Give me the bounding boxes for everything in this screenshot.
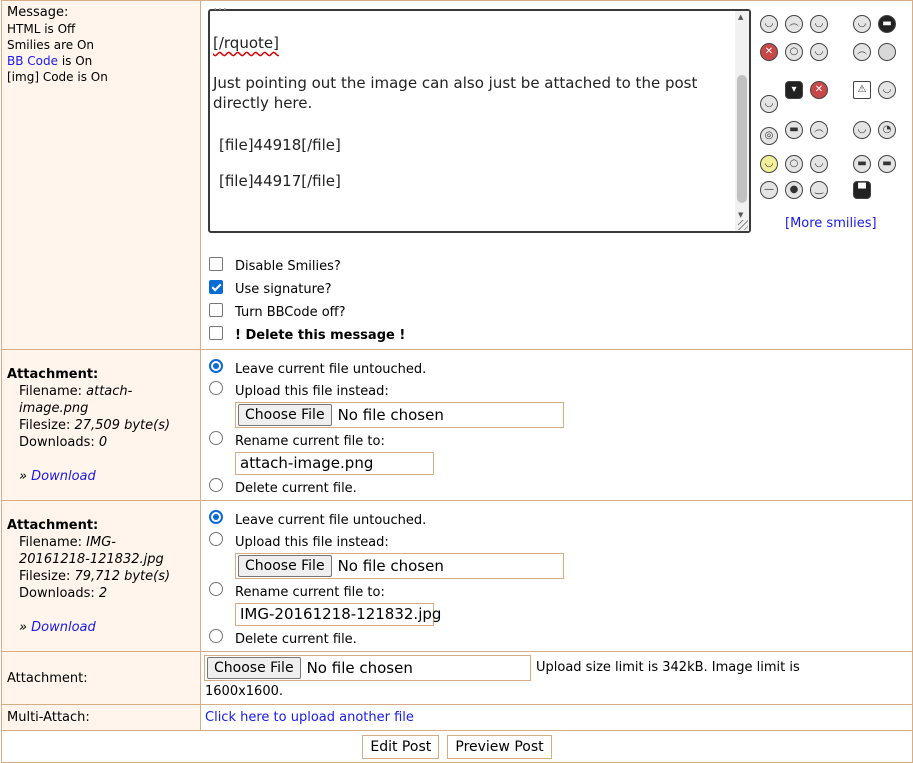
sleepy-icon[interactable]: ‿: [810, 181, 828, 199]
scroll-down-icon[interactable]: ▼: [738, 211, 744, 219]
blank-icon[interactable]: [878, 43, 896, 61]
delete-file-option[interactable]: Delete current file.: [209, 477, 564, 499]
editor-top-fragment: ...: [213, 0, 228, 14]
attachment-filename: Filename: IMG-: [19, 535, 116, 550]
leave-file-option[interactable]: Leave current file untouched.: [209, 509, 564, 531]
attachment-2-info: [2, 501, 201, 652]
editor-paragraph: Just pointing out the image can also just be attached to the post directly here.: [213, 74, 698, 112]
attachment-filename-cont: image.png: [19, 401, 89, 416]
edit-post-button[interactable]: Edit Post: [362, 735, 439, 759]
delete-file-radio[interactable]: [209, 629, 223, 643]
angry-icon[interactable]: ✕: [760, 43, 778, 61]
rename-file-option[interactable]: Rename current file to:: [209, 430, 564, 452]
no-file-text: No file chosen: [337, 406, 444, 424]
eek-icon[interactable]: ○: [785, 155, 803, 173]
scroll-thumb[interactable]: [737, 75, 747, 203]
disable-smilies-checkbox[interactable]: [209, 257, 223, 271]
smilies-status: Smilies are On: [7, 38, 95, 52]
shocked-icon[interactable]: ○: [785, 43, 803, 61]
attachment-title: Attachment:: [7, 367, 99, 382]
sad-icon[interactable]: ︵: [853, 43, 871, 61]
bbcode-link[interactable]: BB Code: [7, 54, 58, 68]
replace-file-input[interactable]: [235, 402, 564, 428]
leave-file-option[interactable]: Leave current file untouched.: [209, 358, 564, 380]
tongue-icon[interactable]: ◡: [810, 43, 828, 61]
evil-icon[interactable]: ▾: [785, 81, 803, 99]
ninja-icon[interactable]: ▀: [853, 181, 871, 199]
bbcode-off-option[interactable]: Turn BBCode off?: [209, 301, 405, 324]
new-attachment-file-input[interactable]: [204, 655, 531, 681]
laugh-icon[interactable]: ▬: [785, 121, 803, 139]
attachment-filesize: Filesize: 27,509 byte(s): [19, 418, 171, 433]
surprised-icon[interactable]: ●: [785, 181, 803, 199]
mad-icon[interactable]: ✕: [810, 81, 828, 99]
leave-file-radio[interactable]: [209, 359, 223, 373]
img-status: [img] Code is On: [7, 70, 108, 84]
smile-icon[interactable]: ◡: [853, 121, 871, 139]
dizzy-icon[interactable]: ◎: [760, 127, 778, 145]
html-status: HTML is Off: [7, 22, 76, 36]
attachment-filesize: Filesize: 79,712 byte(s): [19, 569, 171, 584]
editor-rquote: [/rquote]: [213, 34, 279, 52]
attachment-download: » Download: [19, 469, 96, 484]
grin-icon[interactable]: ◡: [810, 15, 828, 33]
rename-file-input[interactable]: attach-image.png: [235, 452, 434, 475]
use-signature-checkbox[interactable]: [209, 280, 223, 294]
upload-instead-option[interactable]: Upload this file instead:: [209, 531, 564, 553]
upload-instead-radio[interactable]: [209, 532, 223, 546]
bbcode-off-checkbox[interactable]: [209, 303, 223, 317]
rename-file-option[interactable]: Rename current file to:: [209, 581, 564, 603]
cool-icon[interactable]: ▬: [878, 15, 896, 33]
wink-icon[interactable]: ◡: [810, 155, 828, 173]
attachment-download: » Download: [19, 620, 96, 635]
biggrin-icon[interactable]: ▬: [878, 155, 896, 173]
delete-message-checkbox[interactable]: [209, 326, 223, 340]
message-label: Message:: [7, 5, 69, 20]
angel-icon[interactable]: ◡: [760, 155, 778, 173]
smile-icon[interactable]: ◡: [760, 15, 778, 33]
download-link[interactable]: Download: [31, 469, 96, 484]
rename-file-input[interactable]: IMG-20161218-121832.jpg: [235, 603, 434, 626]
attachment-title: Attachment:: [7, 518, 99, 533]
upload-another-file-link[interactable]: Click here to upload another file: [205, 710, 414, 725]
laugh-icon[interactable]: ▬: [853, 155, 871, 173]
leave-file-radio[interactable]: [209, 510, 223, 524]
neutral-icon[interactable]: —: [760, 181, 778, 199]
multi-attach-label: Multi-Attach:: [7, 710, 90, 725]
editor-file1: [file]44918[/file]: [219, 136, 341, 154]
choose-file-button[interactable]: Choose File: [238, 555, 332, 577]
rolleyes-icon[interactable]: ◔: [878, 121, 896, 139]
scroll-up-icon[interactable]: ▲: [738, 13, 744, 21]
attachment-1-info: [2, 350, 201, 501]
choose-file-button[interactable]: Choose File: [207, 657, 301, 679]
worried-icon[interactable]: ︵: [785, 15, 803, 33]
delete-file-option[interactable]: Delete current file.: [209, 628, 564, 650]
use-signature-option[interactable]: Use signature?: [209, 278, 405, 301]
form-actions: [2, 731, 913, 763]
replace-file-input[interactable]: [235, 553, 564, 579]
more-smilies-link[interactable]: [More smilies]: [785, 216, 877, 231]
rename-file-radio[interactable]: [209, 582, 223, 596]
disable-smilies-option[interactable]: Disable Smilies?: [209, 255, 405, 278]
attachment-downloads: Downloads: 2: [19, 586, 108, 601]
choose-file-button[interactable]: Choose File: [238, 404, 332, 426]
editor-file2: [file]44917[/file]: [219, 172, 341, 190]
preview-post-button[interactable]: Preview Post: [447, 735, 551, 759]
message-label-cell: [2, 1, 201, 350]
warning-icon[interactable]: ⚠: [853, 81, 871, 99]
idea-icon[interactable]: ◡: [760, 95, 778, 113]
attachment-filename: Filename: attach-: [19, 384, 133, 399]
download-link[interactable]: Download: [31, 620, 96, 635]
attachment-downloads: Downloads: 0: [19, 435, 108, 450]
message-textarea[interactable]: [208, 0, 751, 233]
upload-instead-radio[interactable]: [209, 381, 223, 395]
smile-icon[interactable]: ◡: [853, 15, 871, 33]
upload-instead-option[interactable]: Upload this file instead:: [209, 380, 564, 402]
no-file-text: No file chosen: [337, 557, 444, 575]
message-options: [209, 255, 405, 347]
frown-icon[interactable]: ︵: [810, 121, 828, 139]
bbcode-status: BB Code is On: [7, 54, 93, 68]
delete-file-radio[interactable]: [209, 478, 223, 492]
happy-icon[interactable]: ◡: [878, 81, 896, 99]
delete-message-option[interactable]: ! Delete this message !: [209, 324, 405, 347]
rename-file-radio[interactable]: [209, 431, 223, 445]
editor-scrollbar[interactable]: [735, 11, 749, 231]
attachment-filename-cont: 20161218-121832.jpg: [19, 552, 164, 567]
no-file-text: No file chosen: [306, 659, 413, 677]
new-attachment-label: Attachment:: [7, 670, 88, 686]
image-limit-text: 1600x1600.: [205, 684, 283, 699]
smilies-panel: [757, 15, 907, 195]
upload-limit-text: Upload size limit is 342kB. Image limit is: [536, 660, 800, 675]
resize-grip-icon[interactable]: [738, 220, 748, 230]
